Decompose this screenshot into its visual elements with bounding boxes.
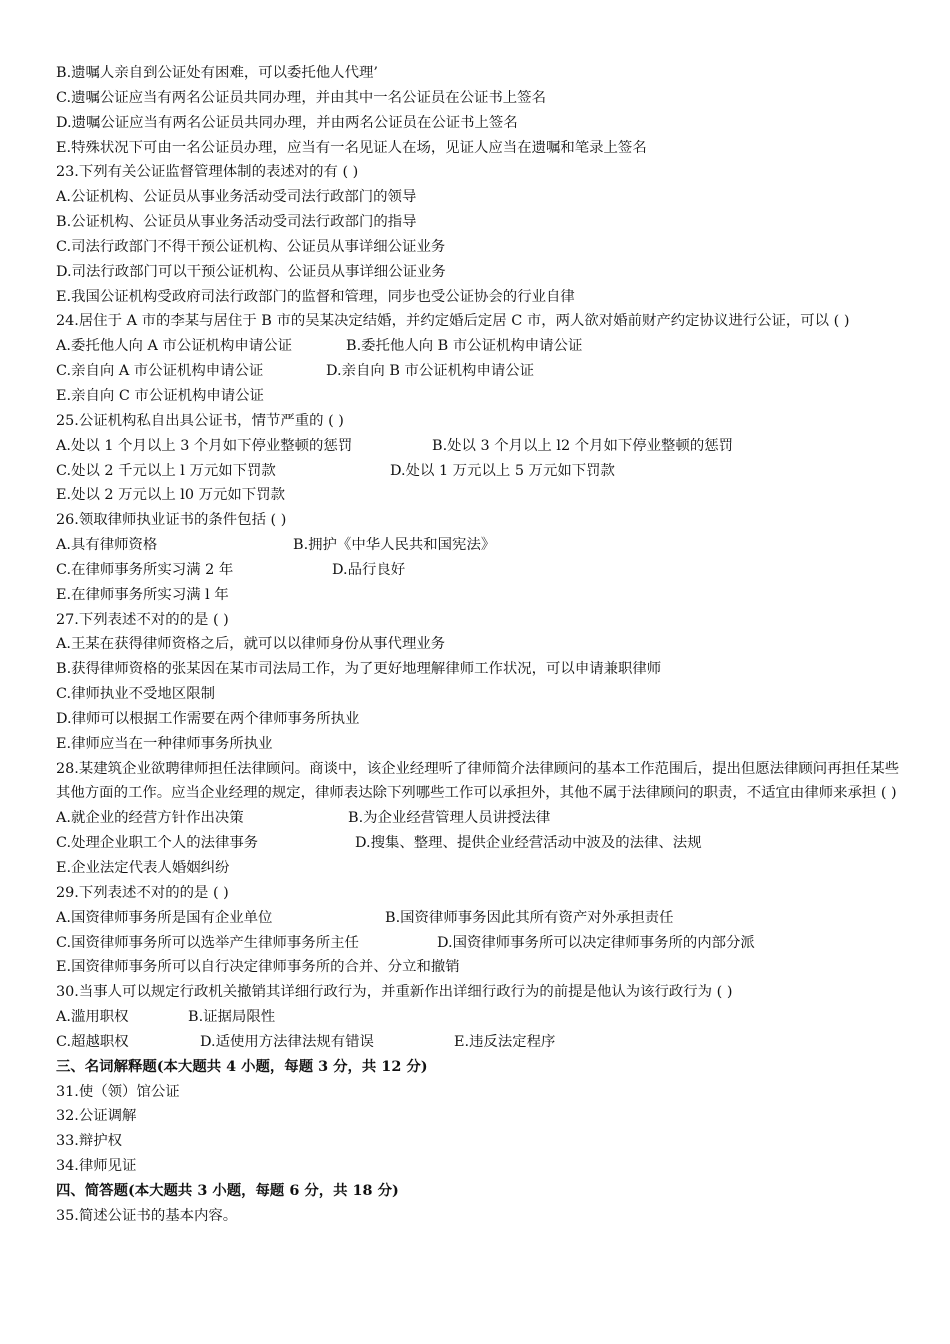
q30-option-c: C.超越职权 bbox=[56, 1033, 129, 1050]
q24-stem: 24.居住于 A 市的李某与居住于 B 市的吴某决定结婚，并约定婚后定居 C 市，两人欲对婚前财产约定协议进行公证，可以 ( ) bbox=[56, 313, 850, 330]
q24-option-b: B.委托他人向 B 市公证机构申请公证 bbox=[346, 338, 583, 355]
q24-options-ab bbox=[56, 334, 912, 359]
q26-option-d: D.品行良好 bbox=[332, 561, 406, 578]
q26-stem: 26.领取律师执业证书的条件包括 ( ) bbox=[56, 512, 287, 529]
q23-stem: 23.下列有关公证监督管理体制的表述对的有 ( ) bbox=[56, 164, 359, 181]
section3-header: 三、名词解释题(本大题共 4 小题，每题 3 分，共 12 分) bbox=[56, 1057, 428, 1075]
q29-option-b: B.国资律师事务因此其所有资产对外承担责任 bbox=[385, 909, 674, 926]
q27-option-d: D.律师可以根据工作需要在两个律师事务所执业 bbox=[56, 710, 360, 727]
q24-option-d: D.亲自向 B 市公证机构申请公证 bbox=[326, 363, 535, 380]
q25-stem: 25.公证机构私自出具公证书，情节严重的 ( ) bbox=[56, 412, 344, 429]
q29-option-d: D.国资律师事务所可以决定律师事务所的内部分派 bbox=[437, 934, 755, 951]
q29-stem: 29.下列表述不对的的是 ( ) bbox=[56, 884, 229, 901]
q22-option-e: E.特殊状况下可由一名公证员办理，应当有一名见证人在场，见证人应当在遗嘱和笔录上签名 bbox=[56, 139, 647, 156]
q24-option-a: A.委托他人向 A 市公证机构申请公证 bbox=[56, 338, 292, 355]
q27-option-a: A.王某在获得律师资格之后，就可以以律师身份从事代理业务 bbox=[56, 636, 446, 653]
q26-option-a: A.具有律师资格 bbox=[56, 537, 158, 554]
q30-options-cde bbox=[56, 1030, 912, 1055]
q26-options-ab bbox=[56, 533, 912, 558]
exam-page bbox=[56, 61, 912, 1229]
q25-option-e: E.处以 2 万元以上 l0 万元如下罚款 bbox=[56, 487, 285, 504]
q30-option-d: D.适使用方法律法规有错误 bbox=[200, 1033, 374, 1050]
q30-option-a: A.滥用职权 bbox=[56, 1009, 129, 1026]
q28-option-d: D.搜集、整理、提供企业经营活动中波及的法律、法规 bbox=[355, 835, 702, 852]
q25-options-ab bbox=[56, 434, 912, 459]
q23-option-b: B.公证机构、公证员从事业务活动受司法行政部门的指导 bbox=[56, 214, 417, 231]
q28-option-e: E.企业法定代表人婚姻纠纷 bbox=[56, 860, 230, 876]
q23-option-d: D.司法行政部门可以干预公证机构、公证员从事详细公证业务 bbox=[56, 263, 446, 280]
q35-question: 35.简述公证书的基本内容。 bbox=[56, 1207, 238, 1224]
q23-option-c: C.司法行政部门不得干预公证机构、公证员从事详细公证业务 bbox=[56, 238, 446, 255]
q29-options-cd bbox=[56, 931, 912, 956]
q26-option-c: C.在律师事务所实习满 2 年 bbox=[56, 561, 234, 578]
q23-option-a: A.公证机构、公证员从事业务活动受司法行政部门的领导 bbox=[56, 189, 417, 206]
q25-option-a: A.处以 1 个月以上 3 个月如下停业整顿的惩罚 bbox=[56, 437, 353, 454]
q24-options-cd bbox=[56, 359, 912, 384]
q26-option-e: E.在律师事务所实习满 l 年 bbox=[56, 586, 229, 603]
q23-option-e: E.我国公证机构受政府司法行政部门的监督和管理，同步也受公证协会的行业自律 bbox=[56, 288, 575, 305]
q22-option-d: D.遗嘱公证应当有两名公证员共同办理，并由两名公证员在公证书上签名 bbox=[56, 114, 518, 131]
q27-option-e: E.律师应当在一种律师事务所执业 bbox=[56, 735, 273, 752]
q24-option-c: C.亲自向 A 市公证机构申请公证 bbox=[56, 363, 264, 380]
q30-stem: 30.当事人可以规定行政机关撤销其详细行政行为，并重新作出详细行政行为的前提是他认为该行政行为 ( ) bbox=[56, 984, 733, 1001]
q28-option-b: B.为企业经营管理人员讲授法律 bbox=[348, 810, 551, 827]
q31-term: 31.使（领）馆公证 bbox=[56, 1083, 180, 1100]
q28-options-cd bbox=[56, 831, 912, 856]
q28-stem: 28.某建筑企业欲聘律师担任法律顾问。商谈中，该企业经理听了律师简介法律顾问的基本工作范围后，提出但愿法律顾问再担任某些其他方面的工作。应当企业经理的规定，律师表达除下列哪些工作可以承担外，其他不属于法律顾问的职责，不适宜由律师来承担 ( ) bbox=[56, 760, 900, 802]
q28-option-a: A.就企业的经营方针作出决策 bbox=[56, 810, 244, 827]
q30-options-ab bbox=[56, 1005, 912, 1030]
q32-term: 32.公证调解 bbox=[56, 1108, 137, 1125]
q29-option-a: A.国资律师事务所是国有企业单位 bbox=[56, 909, 273, 926]
q28-option-c: C.处理企业职工个人的法律事务 bbox=[56, 835, 259, 852]
q29-options-ab bbox=[56, 906, 912, 931]
q25-option-d: D.处以 1 万元以上 5 万元如下罚款 bbox=[390, 462, 615, 479]
q24-option-e: E.亲自向 C 市公证机构申请公证 bbox=[56, 387, 264, 404]
q29-option-c: C.国资律师事务所可以选举产生律师事务所主任 bbox=[56, 934, 359, 951]
q34-term: 34.律师见证 bbox=[56, 1158, 137, 1175]
q26-option-b: B.拥护《中华人民共和国宪法》 bbox=[293, 537, 496, 554]
q25-option-c: C.处以 2 千元以上 l 万元如下罚款 bbox=[56, 462, 276, 479]
q27-stem: 27.下列表述不对的的是 ( ) bbox=[56, 611, 229, 628]
q25-option-b: B.处以 3 个月以上 l2 个月如下停业整顿的惩罚 bbox=[432, 437, 734, 454]
q26-options-cd bbox=[56, 558, 912, 583]
section4-header: 四、简答题(本大题共 3 小题，每题 6 分，共 18 分) bbox=[56, 1181, 399, 1199]
q25-options-cd bbox=[56, 459, 912, 484]
q22-option-b: B.遗嘱人亲自到公证处有困难，可以委托他人代理’ bbox=[56, 65, 378, 81]
q30-option-e: E.违反法定程序 bbox=[454, 1033, 556, 1050]
q27-option-b: B.获得律师资格的张某因在某市司法局工作，为了更好地理解律师工作状况，可以申请兼职律师 bbox=[56, 661, 662, 678]
q33-term: 33.辩护权 bbox=[56, 1133, 123, 1150]
q29-option-e: E.国资律师事务所可以自行决定律师事务所的合并、分立和撤销 bbox=[56, 959, 460, 976]
q27-option-c: C.律师执业不受地区限制 bbox=[56, 686, 215, 703]
q30-option-b: B.证据局限性 bbox=[188, 1009, 276, 1026]
q22-option-c: C.遗嘱公证应当有两名公证员共同办理，并由其中一名公证员在公证书上签名 bbox=[56, 89, 546, 106]
q28-options-ab bbox=[56, 806, 912, 831]
